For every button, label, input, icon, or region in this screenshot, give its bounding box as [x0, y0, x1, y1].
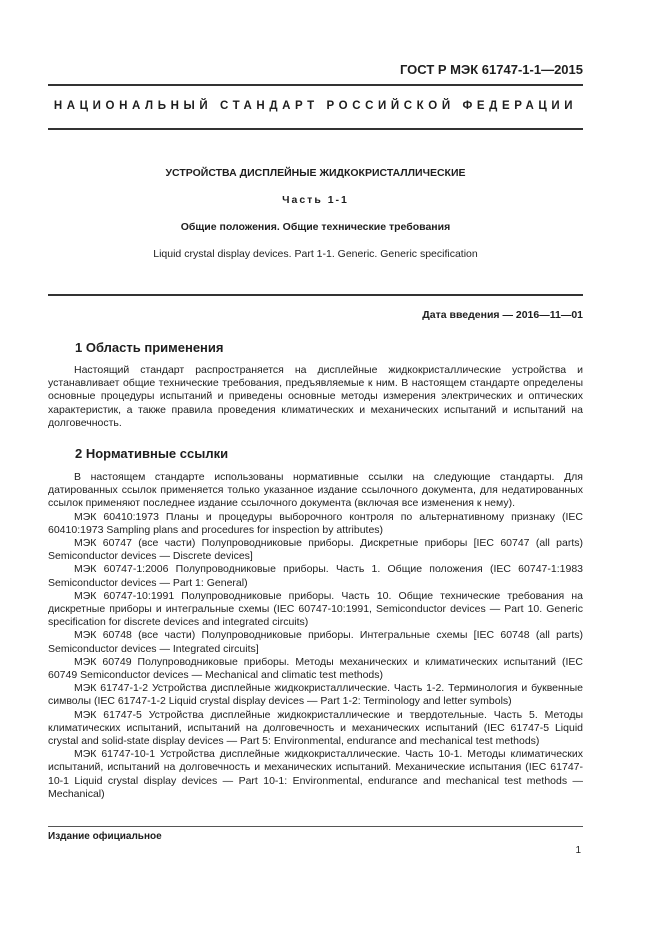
section-1-body — [48, 364, 583, 430]
section-2-body — [48, 471, 583, 801]
standard-number: ГОСТ Р МЭК 61747-1-1—2015 — [399, 62, 583, 77]
national-standard-heading: НАЦИОНАЛЬНЫЙ СТАНДАРТ РОССИЙСКОЙ ФЕДЕРАЦИИ — [53, 100, 578, 112]
official-edition-label: Издание официальное — [48, 831, 162, 842]
section-2-heading: 2 Нормативные ссылки — [75, 446, 229, 461]
header-rule — [48, 84, 583, 86]
section-1-paragraph: Настоящий стандарт распространяется на дисплейные жидкокристаллические устройства и устанавливает общие технические требования, предъявляемые к ним. В настоящем стандарте определены основные процедуры испытаний и приведены основные методы измерения электрических и оптических характеристик, а также правила проведения климатических и механических испытаний и испытаний на долговечность. — [48, 364, 583, 429]
reference-item: МЭК 61747-10-1 Устройства дисплейные жидкокристаллические. Часть 10-1. Методы климатических испытаний, испытаний на долговечность и механических испытаний. Механические испытания (IEC 61747-10-1 Liquid crystal display devices — Part 10-1: Environmental, endurance and mechanical test methods — Mechanical) — [48, 748, 583, 800]
introduction-date: Дата введения — 2016—11—01 — [422, 309, 583, 321]
reference-item: МЭК 61747-1-2 Устройства дисплейные жидкокристаллические. Часть 1-2. Терминология и буквенные символы (IEC 61747-1-2 Liquid crystal display devices — Part 1-2: Terminology and letter symbols) — [48, 682, 583, 708]
english-title: Liquid crystal display devices. Part 1-1. Generic. Generic specification — [153, 248, 478, 260]
document-subtitle: Общие положения. Общие технические требования — [180, 221, 451, 233]
document-title: УСТРОЙСТВА ДИСПЛЕЙНЫЕ ЖИДКОКРИСТАЛЛИЧЕСКИЕ — [165, 167, 466, 179]
reference-item: МЭК 61747-5 Устройства дисплейные жидкокристаллические и твердотельные. Часть 5. Методы климатических испытаний, испытаний на долговечность и механических испытаний (IEC 61747-5 Liquid crystal and solid-state display devices — Part 5: Environmental, endurance and mechanical test methods) — [48, 708, 583, 748]
page-number: 1 — [575, 845, 581, 856]
title-rule — [48, 294, 583, 296]
section-1-heading: 1 Область применения — [75, 340, 224, 355]
reference-item: МЭК 60748 (все части) Полупроводниковые приборы. Интегральные схемы [IEC 60748 (all parts) Semiconductor devices — Integrated circuits] — [48, 629, 583, 655]
reference-item: МЭК 60410:1973 Планы и процедуры выборочного контроля по альтернативному признаку (IEC 60410:1973 Sampling plans and procedures for inspection by attributes) — [48, 510, 583, 536]
reference-item: МЭК 60747-1:2006 Полупроводниковые приборы. Часть 1. Общие положения (IEC 60747-1:1983 Semiconductor devices — Part 1: General) — [48, 563, 583, 589]
reference-item: МЭК 60747 (все части) Полупроводниковые приборы. Дискретные приборы [IEC 60747 (all parts) Semiconductor devices — Discrete devices] — [48, 537, 583, 563]
part-label: Часть 1-1 — [282, 194, 349, 206]
reference-item: МЭК 60749 Полупроводниковые приборы. Методы механических и климатических испытаний (IEC 60749 Semiconductor devices — Mechanical and climatic test methods) — [48, 655, 583, 682]
header-rule-bottom — [48, 128, 583, 130]
footer-rule — [48, 826, 583, 827]
reference-item: МЭК 60747-10:1991 Полупроводниковые приборы. Часть 10. Общие технические требования на дискретные приборы и интегральные схемы (IEC 60747-10:1991, Semiconductor devices — Part 10. Generic specification for discrete devices and integrated circuits) — [48, 589, 583, 629]
section-2-intro: В настоящем стандарте использованы нормативные ссылки на следующие стандарты. Для датированных ссылок применяется только указанное издание ссылочного документа, для недатированных ссылок применяют последнее издание ссылочного документа (включая все изменения к нему). — [48, 471, 583, 510]
